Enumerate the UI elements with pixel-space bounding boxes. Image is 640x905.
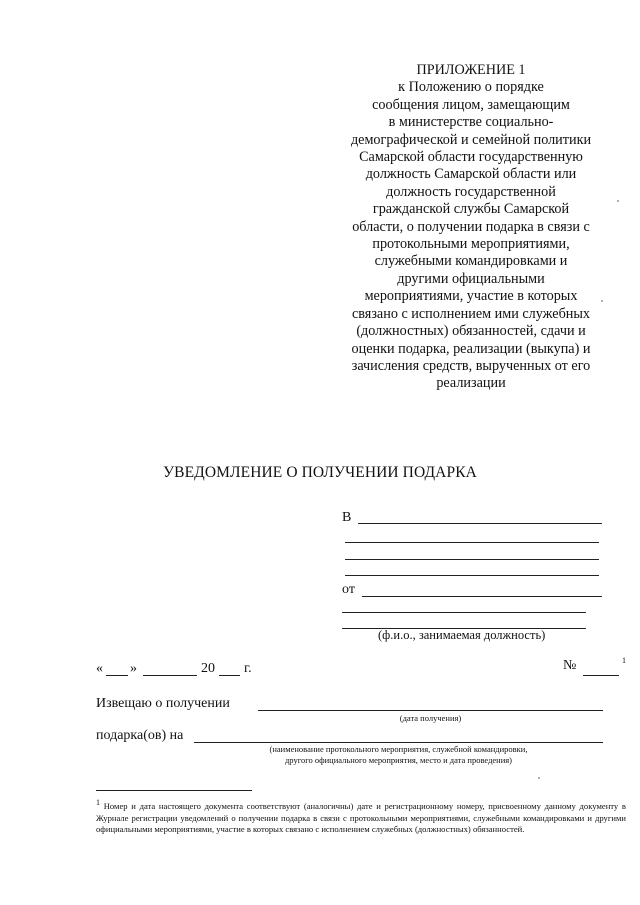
sender-line-1[interactable]	[362, 596, 602, 597]
document-title: УВЕДОМЛЕНИЕ О ПОЛУЧЕНИИ ПОДАРКА	[163, 464, 477, 481]
appendix-line: Самарской области государственную	[359, 149, 583, 166]
recipient-line-4[interactable]	[345, 575, 599, 576]
appendix-line: служебными командировками и	[374, 253, 568, 270]
appendix-line: области, о получении подарка в связи с	[352, 218, 590, 235]
event-caption-1: (наименование протокольного мероприятия, служебной командировки,	[269, 744, 528, 754]
appendix-line: к Положению о порядке	[398, 79, 544, 96]
date-open-quote: «	[96, 661, 103, 676]
notice-line2-label: подарка(ов) на	[96, 728, 184, 743]
to-label: В	[342, 510, 352, 525]
footnote-text: Номер и дата настоящего документа соответствуют (аналогичны) дате и регистрационному номеру, присвоенному данному документу в Журнале регистрации уведомлений о получении подарка в связи с протокольными мероприятиями, служебными командировками и другими официальными мероприятиями, участие в которых связано с исполнением служебных (должностных) обязанностей.	[96, 800, 626, 835]
year-prefix: 20	[201, 661, 215, 676]
month-field[interactable]	[143, 675, 197, 676]
footnote	[96, 797, 626, 836]
appendix-line: сообщения лицом, замещающим	[372, 96, 570, 113]
footnote-rule	[96, 790, 252, 791]
recipient-line-1[interactable]	[358, 523, 602, 524]
appendix-line: другими официальными	[397, 270, 545, 287]
receipt-date-caption: (дата получения)	[399, 713, 462, 723]
number-field[interactable]	[583, 675, 619, 676]
appendix-line: гражданской службы Самарской	[372, 201, 570, 218]
scan-speck	[601, 300, 603, 302]
day-field[interactable]	[106, 675, 128, 676]
appendix-line: связано с исполнением ими служебных	[351, 305, 591, 322]
appendix-line: должность Самарской области или	[365, 166, 577, 183]
number-sign: №	[563, 658, 577, 673]
appendix-heading: ПРИЛОЖЕНИЕ 1	[416, 62, 526, 78]
event-caption-2: другого официального мероприятия, место и дата проведения)	[284, 755, 513, 765]
sender-caption: (ф.и.о., занимаемая должность)	[378, 628, 546, 642]
year-field[interactable]	[219, 675, 240, 676]
recipient-line-2[interactable]	[345, 542, 599, 543]
sender-line-2[interactable]	[342, 612, 586, 613]
appendix-line: реализации	[436, 375, 506, 392]
appendix-line: (должностных) обязанностей, сдачи и	[356, 323, 586, 340]
receipt-date-field[interactable]	[258, 710, 603, 711]
year-suffix: г.	[244, 661, 252, 676]
date-close-quote: »	[130, 661, 137, 676]
appendix-line: должность государственной	[386, 183, 556, 200]
appendix-line: зачисления средств, вырученных от его	[351, 357, 591, 374]
event-field[interactable]	[194, 742, 603, 743]
scan-speck	[617, 200, 619, 202]
appendix-line: оценки подарка, реализации (выкупа) и	[351, 340, 591, 357]
notice-line1-label: Извещаю о получении	[96, 696, 230, 711]
appendix-line: в министерстве социально-	[388, 114, 554, 131]
appendix-line: демографической и семейной политики	[350, 131, 592, 148]
appendix-block	[330, 62, 612, 393]
appendix-line: мероприятиями, участие в которых	[364, 288, 578, 305]
scan-speck	[538, 777, 540, 779]
footnote-mark: 1	[96, 798, 100, 807]
appendix-line: протокольными мероприятиями,	[372, 236, 570, 253]
from-label: от	[342, 582, 355, 597]
number-footnote-mark: 1	[622, 656, 626, 665]
recipient-line-3[interactable]	[345, 559, 599, 560]
